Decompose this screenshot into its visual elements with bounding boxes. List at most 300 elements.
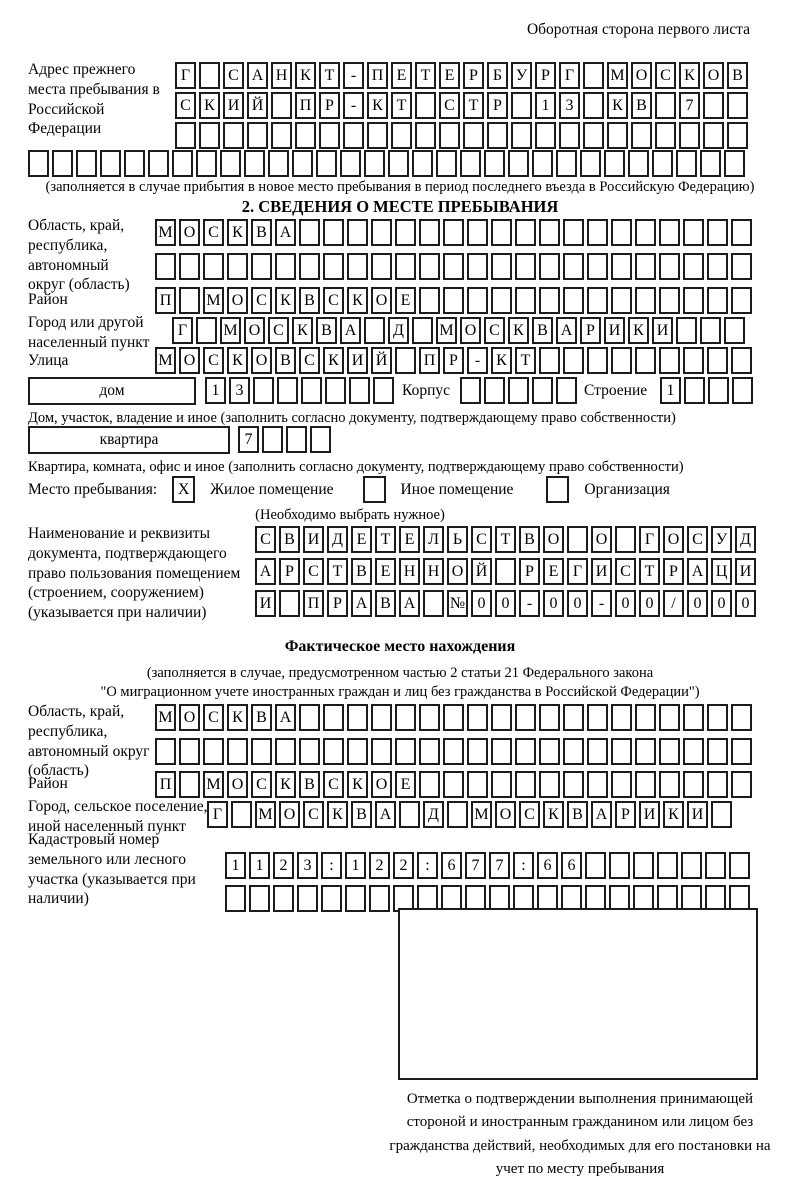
char-cell[interactable] bbox=[273, 885, 294, 912]
char-cell[interactable] bbox=[633, 852, 654, 879]
char-cell[interactable] bbox=[607, 122, 628, 149]
char-cell[interactable] bbox=[539, 219, 560, 246]
char-cell[interactable]: С bbox=[615, 558, 636, 585]
char-cell[interactable]: К bbox=[292, 317, 313, 344]
char-cell[interactable] bbox=[659, 738, 680, 765]
char-cell[interactable] bbox=[659, 219, 680, 246]
char-cell[interactable] bbox=[419, 253, 440, 280]
char-cell[interactable] bbox=[203, 738, 224, 765]
char-cell[interactable]: Р bbox=[279, 558, 300, 585]
char-cell[interactable] bbox=[292, 150, 313, 177]
char-cell[interactable] bbox=[251, 738, 272, 765]
char-cell[interactable] bbox=[419, 219, 440, 246]
char-cell[interactable] bbox=[567, 526, 588, 553]
char-cell[interactable]: И bbox=[223, 92, 244, 119]
char-cell[interactable]: О bbox=[631, 62, 652, 89]
char-cell[interactable]: К bbox=[327, 801, 348, 828]
char-cell[interactable]: М bbox=[155, 347, 176, 374]
char-cell[interactable] bbox=[707, 771, 728, 798]
char-cell[interactable]: 6 bbox=[537, 852, 558, 879]
char-cell[interactable]: О bbox=[227, 771, 248, 798]
char-cell[interactable] bbox=[179, 738, 200, 765]
char-cell[interactable] bbox=[415, 92, 436, 119]
char-cell[interactable] bbox=[395, 253, 416, 280]
char-cell[interactable]: 0 bbox=[471, 590, 492, 617]
char-cell[interactable] bbox=[28, 150, 49, 177]
char-cell[interactable] bbox=[681, 852, 702, 879]
char-cell[interactable] bbox=[262, 426, 283, 453]
char-cell[interactable] bbox=[412, 317, 433, 344]
char-cell[interactable] bbox=[587, 738, 608, 765]
char-cell[interactable] bbox=[587, 219, 608, 246]
char-cell[interactable]: К bbox=[628, 317, 649, 344]
char-cell[interactable]: 0 bbox=[567, 590, 588, 617]
char-cell[interactable]: В bbox=[567, 801, 588, 828]
char-cell[interactable] bbox=[563, 219, 584, 246]
char-cell[interactable]: Г bbox=[639, 526, 660, 553]
char-cell[interactable] bbox=[467, 287, 488, 314]
char-cell[interactable]: Т bbox=[463, 92, 484, 119]
char-cell[interactable]: Б bbox=[487, 62, 508, 89]
char-cell[interactable]: В bbox=[251, 219, 272, 246]
char-cell[interactable] bbox=[443, 771, 464, 798]
char-cell[interactable] bbox=[371, 738, 392, 765]
char-cell[interactable]: Р bbox=[319, 92, 340, 119]
char-cell[interactable]: И bbox=[255, 590, 276, 617]
char-cell[interactable] bbox=[155, 738, 176, 765]
char-cell[interactable] bbox=[347, 704, 368, 731]
char-cell[interactable] bbox=[657, 852, 678, 879]
char-cell[interactable]: 7 bbox=[465, 852, 486, 879]
char-cell[interactable]: - bbox=[519, 590, 540, 617]
char-cell[interactable] bbox=[52, 150, 73, 177]
char-cell[interactable] bbox=[277, 377, 298, 404]
char-cell[interactable] bbox=[515, 704, 536, 731]
char-cell[interactable]: О bbox=[251, 347, 272, 374]
char-cell[interactable] bbox=[631, 122, 652, 149]
char-cell[interactable] bbox=[515, 771, 536, 798]
char-cell[interactable] bbox=[196, 317, 217, 344]
char-cell[interactable] bbox=[286, 426, 307, 453]
char-cell[interactable] bbox=[467, 738, 488, 765]
char-cell[interactable] bbox=[535, 122, 556, 149]
char-cell[interactable] bbox=[659, 347, 680, 374]
char-cell[interactable]: / bbox=[663, 590, 684, 617]
char-cell[interactable]: А bbox=[591, 801, 612, 828]
char-cell[interactable] bbox=[580, 150, 601, 177]
char-cell[interactable] bbox=[508, 150, 529, 177]
char-cell[interactable]: И bbox=[639, 801, 660, 828]
char-cell[interactable] bbox=[491, 253, 512, 280]
char-cell[interactable] bbox=[532, 377, 553, 404]
char-cell[interactable]: Е bbox=[543, 558, 564, 585]
char-cell[interactable] bbox=[707, 704, 728, 731]
char-cell[interactable] bbox=[391, 122, 412, 149]
char-cell[interactable] bbox=[343, 122, 364, 149]
char-cell[interactable] bbox=[395, 738, 416, 765]
char-cell[interactable]: И bbox=[591, 558, 612, 585]
char-cell[interactable]: 0 bbox=[495, 590, 516, 617]
char-cell[interactable] bbox=[399, 801, 420, 828]
char-cell[interactable]: О bbox=[227, 287, 248, 314]
char-cell[interactable]: А bbox=[340, 317, 361, 344]
char-cell[interactable]: К bbox=[323, 347, 344, 374]
char-cell[interactable]: А bbox=[687, 558, 708, 585]
char-cell[interactable]: О bbox=[244, 317, 265, 344]
char-cell[interactable] bbox=[323, 738, 344, 765]
char-cell[interactable] bbox=[271, 92, 292, 119]
char-cell[interactable] bbox=[683, 253, 704, 280]
char-cell[interactable]: В bbox=[375, 590, 396, 617]
char-cell[interactable] bbox=[415, 122, 436, 149]
char-cell[interactable] bbox=[299, 704, 320, 731]
char-cell[interactable] bbox=[369, 885, 390, 912]
char-cell[interactable]: 0 bbox=[711, 590, 732, 617]
char-cell[interactable]: А bbox=[375, 801, 396, 828]
char-cell[interactable] bbox=[583, 122, 604, 149]
char-cell[interactable] bbox=[556, 150, 577, 177]
char-cell[interactable] bbox=[611, 771, 632, 798]
char-cell[interactable]: К bbox=[295, 62, 316, 89]
char-cell[interactable]: Д bbox=[423, 801, 444, 828]
char-cell[interactable]: К bbox=[347, 771, 368, 798]
char-cell[interactable] bbox=[707, 253, 728, 280]
char-cell[interactable] bbox=[611, 704, 632, 731]
char-cell[interactable]: У bbox=[711, 526, 732, 553]
char-cell[interactable] bbox=[563, 253, 584, 280]
char-cell[interactable]: 6 bbox=[561, 852, 582, 879]
char-cell[interactable]: В bbox=[727, 62, 748, 89]
char-cell[interactable]: 0 bbox=[735, 590, 756, 617]
char-cell[interactable]: В bbox=[316, 317, 337, 344]
char-cell[interactable] bbox=[731, 287, 752, 314]
char-cell[interactable] bbox=[299, 219, 320, 246]
char-cell[interactable]: А bbox=[556, 317, 577, 344]
char-cell[interactable]: М bbox=[436, 317, 457, 344]
char-cell[interactable]: Й bbox=[471, 558, 492, 585]
char-cell[interactable] bbox=[707, 347, 728, 374]
char-cell[interactable] bbox=[587, 253, 608, 280]
char-cell[interactable]: Т bbox=[319, 62, 340, 89]
char-cell[interactable]: П bbox=[155, 771, 176, 798]
char-cell[interactable]: М bbox=[220, 317, 241, 344]
char-cell[interactable]: С bbox=[323, 287, 344, 314]
char-cell[interactable] bbox=[279, 590, 300, 617]
char-cell[interactable]: О bbox=[371, 771, 392, 798]
char-cell[interactable] bbox=[604, 150, 625, 177]
char-cell[interactable] bbox=[310, 426, 331, 453]
char-cell[interactable] bbox=[323, 219, 344, 246]
char-cell[interactable]: К bbox=[227, 347, 248, 374]
char-cell[interactable]: О bbox=[179, 219, 200, 246]
char-cell[interactable]: К bbox=[508, 317, 529, 344]
char-cell[interactable] bbox=[683, 347, 704, 374]
char-cell[interactable] bbox=[231, 801, 252, 828]
char-cell[interactable] bbox=[724, 317, 745, 344]
char-cell[interactable]: М bbox=[471, 801, 492, 828]
char-cell[interactable] bbox=[731, 704, 752, 731]
char-cell[interactable]: Т bbox=[375, 526, 396, 553]
char-cell[interactable] bbox=[447, 801, 468, 828]
char-cell[interactable] bbox=[532, 150, 553, 177]
char-cell[interactable] bbox=[347, 253, 368, 280]
char-cell[interactable]: С bbox=[439, 92, 460, 119]
char-cell[interactable]: В bbox=[279, 526, 300, 553]
char-cell[interactable]: К bbox=[663, 801, 684, 828]
char-cell[interactable] bbox=[539, 738, 560, 765]
char-cell[interactable]: К bbox=[227, 219, 248, 246]
char-cell[interactable] bbox=[155, 253, 176, 280]
char-cell[interactable]: 1 bbox=[249, 852, 270, 879]
char-cell[interactable] bbox=[76, 150, 97, 177]
char-cell[interactable] bbox=[611, 347, 632, 374]
char-cell[interactable]: Д bbox=[735, 526, 756, 553]
char-cell[interactable]: О bbox=[495, 801, 516, 828]
char-cell[interactable] bbox=[683, 771, 704, 798]
char-cell[interactable]: Р bbox=[327, 590, 348, 617]
char-cell[interactable] bbox=[268, 150, 289, 177]
char-cell[interactable] bbox=[295, 122, 316, 149]
char-cell[interactable]: Р bbox=[463, 62, 484, 89]
char-cell[interactable]: : bbox=[513, 852, 534, 879]
char-cell[interactable]: С bbox=[203, 219, 224, 246]
char-cell[interactable] bbox=[683, 219, 704, 246]
char-cell[interactable]: Р bbox=[519, 558, 540, 585]
char-cell[interactable] bbox=[684, 377, 705, 404]
char-cell[interactable] bbox=[539, 771, 560, 798]
char-cell[interactable] bbox=[676, 150, 697, 177]
char-cell[interactable] bbox=[635, 771, 656, 798]
char-cell[interactable]: С bbox=[484, 317, 505, 344]
char-cell[interactable] bbox=[323, 253, 344, 280]
char-cell[interactable] bbox=[609, 852, 630, 879]
char-cell[interactable]: Д bbox=[327, 526, 348, 553]
char-cell[interactable]: С bbox=[323, 771, 344, 798]
char-cell[interactable] bbox=[539, 253, 560, 280]
char-cell[interactable] bbox=[635, 704, 656, 731]
char-cell[interactable]: С bbox=[303, 558, 324, 585]
char-cell[interactable] bbox=[419, 287, 440, 314]
char-cell[interactable]: С bbox=[299, 347, 320, 374]
char-cell[interactable]: С bbox=[687, 526, 708, 553]
char-cell[interactable]: С bbox=[471, 526, 492, 553]
char-cell[interactable] bbox=[199, 62, 220, 89]
char-cell[interactable] bbox=[587, 704, 608, 731]
char-cell[interactable] bbox=[395, 347, 416, 374]
char-cell[interactable]: Т bbox=[515, 347, 536, 374]
char-cell[interactable]: С bbox=[203, 704, 224, 731]
char-cell[interactable]: 0 bbox=[543, 590, 564, 617]
char-cell[interactable] bbox=[659, 771, 680, 798]
char-cell[interactable]: П bbox=[295, 92, 316, 119]
char-cell[interactable] bbox=[585, 852, 606, 879]
char-cell[interactable]: С bbox=[223, 62, 244, 89]
char-cell[interactable]: И bbox=[604, 317, 625, 344]
char-cell[interactable]: Е bbox=[399, 526, 420, 553]
char-cell[interactable]: О bbox=[663, 526, 684, 553]
char-cell[interactable] bbox=[731, 738, 752, 765]
char-cell[interactable]: К bbox=[227, 704, 248, 731]
char-cell[interactable]: Е bbox=[351, 526, 372, 553]
char-cell[interactable]: С bbox=[255, 526, 276, 553]
char-cell[interactable]: А bbox=[399, 590, 420, 617]
char-cell[interactable]: Н bbox=[271, 62, 292, 89]
char-cell[interactable]: Р bbox=[535, 62, 556, 89]
char-cell[interactable] bbox=[563, 771, 584, 798]
char-cell[interactable] bbox=[419, 704, 440, 731]
char-cell[interactable] bbox=[563, 738, 584, 765]
char-cell[interactable] bbox=[325, 377, 346, 404]
char-cell[interactable]: В bbox=[275, 347, 296, 374]
char-cell[interactable]: М bbox=[607, 62, 628, 89]
char-cell[interactable]: Г bbox=[567, 558, 588, 585]
char-cell[interactable] bbox=[100, 150, 121, 177]
char-cell[interactable]: Л bbox=[423, 526, 444, 553]
char-cell[interactable] bbox=[220, 150, 241, 177]
char-cell[interactable]: Р bbox=[580, 317, 601, 344]
char-cell[interactable]: Г bbox=[175, 62, 196, 89]
char-cell[interactable]: 0 bbox=[615, 590, 636, 617]
char-cell[interactable]: Т bbox=[495, 526, 516, 553]
char-cell[interactable] bbox=[703, 122, 724, 149]
char-cell[interactable]: 1 bbox=[205, 377, 226, 404]
char-cell[interactable] bbox=[316, 150, 337, 177]
char-cell[interactable] bbox=[124, 150, 145, 177]
checkbox-residential-premises[interactable]: X bbox=[172, 476, 195, 503]
char-cell[interactable] bbox=[683, 287, 704, 314]
char-cell[interactable]: К bbox=[491, 347, 512, 374]
char-cell[interactable]: К bbox=[347, 287, 368, 314]
char-cell[interactable]: И bbox=[735, 558, 756, 585]
char-cell[interactable]: К bbox=[199, 92, 220, 119]
char-cell[interactable] bbox=[683, 738, 704, 765]
char-cell[interactable] bbox=[491, 704, 512, 731]
char-cell[interactable] bbox=[297, 885, 318, 912]
char-cell[interactable]: С bbox=[519, 801, 540, 828]
char-cell[interactable] bbox=[419, 771, 440, 798]
char-cell[interactable]: С bbox=[251, 771, 272, 798]
char-cell[interactable]: 1 bbox=[535, 92, 556, 119]
char-cell[interactable]: И bbox=[303, 526, 324, 553]
char-cell[interactable] bbox=[724, 150, 745, 177]
char-cell[interactable] bbox=[635, 253, 656, 280]
char-cell[interactable] bbox=[223, 122, 244, 149]
char-cell[interactable] bbox=[611, 738, 632, 765]
char-cell[interactable] bbox=[443, 219, 464, 246]
char-cell[interactable] bbox=[443, 738, 464, 765]
char-cell[interactable] bbox=[347, 219, 368, 246]
char-cell[interactable]: В bbox=[299, 287, 320, 314]
char-cell[interactable] bbox=[563, 287, 584, 314]
char-cell[interactable]: 2 bbox=[273, 852, 294, 879]
char-cell[interactable] bbox=[460, 150, 481, 177]
char-cell[interactable] bbox=[611, 287, 632, 314]
char-cell[interactable] bbox=[484, 150, 505, 177]
char-cell[interactable]: В bbox=[519, 526, 540, 553]
char-cell[interactable] bbox=[443, 253, 464, 280]
char-cell[interactable]: Р bbox=[615, 801, 636, 828]
char-cell[interactable] bbox=[539, 287, 560, 314]
char-cell[interactable]: О bbox=[543, 526, 564, 553]
char-cell[interactable]: А bbox=[247, 62, 268, 89]
char-cell[interactable]: П bbox=[367, 62, 388, 89]
char-cell[interactable] bbox=[299, 253, 320, 280]
char-cell[interactable] bbox=[271, 122, 292, 149]
char-cell[interactable] bbox=[615, 526, 636, 553]
char-cell[interactable] bbox=[635, 287, 656, 314]
char-cell[interactable]: 3 bbox=[559, 92, 580, 119]
char-cell[interactable]: 1 bbox=[660, 377, 681, 404]
char-cell[interactable] bbox=[244, 150, 265, 177]
char-cell[interactable] bbox=[319, 122, 340, 149]
char-cell[interactable] bbox=[419, 738, 440, 765]
char-cell[interactable]: Г bbox=[559, 62, 580, 89]
char-cell[interactable]: В bbox=[251, 704, 272, 731]
char-cell[interactable]: Ц bbox=[711, 558, 732, 585]
char-cell[interactable]: О bbox=[591, 526, 612, 553]
char-cell[interactable] bbox=[587, 771, 608, 798]
char-cell[interactable]: 2 bbox=[393, 852, 414, 879]
char-cell[interactable]: К bbox=[275, 771, 296, 798]
char-cell[interactable] bbox=[412, 150, 433, 177]
char-cell[interactable] bbox=[467, 704, 488, 731]
char-cell[interactable] bbox=[732, 377, 753, 404]
char-cell[interactable] bbox=[179, 771, 200, 798]
char-cell[interactable] bbox=[199, 122, 220, 149]
char-cell[interactable] bbox=[364, 317, 385, 344]
char-cell[interactable] bbox=[460, 377, 481, 404]
char-cell[interactable]: К bbox=[367, 92, 388, 119]
char-cell[interactable]: 0 bbox=[687, 590, 708, 617]
char-cell[interactable] bbox=[727, 122, 748, 149]
char-cell[interactable]: М bbox=[203, 287, 224, 314]
char-cell[interactable]: М bbox=[255, 801, 276, 828]
char-cell[interactable] bbox=[659, 704, 680, 731]
char-cell[interactable]: К bbox=[607, 92, 628, 119]
char-cell[interactable]: П bbox=[155, 287, 176, 314]
char-cell[interactable] bbox=[443, 287, 464, 314]
checkbox-other-premises[interactable] bbox=[363, 476, 386, 503]
char-cell[interactable]: 7 bbox=[489, 852, 510, 879]
char-cell[interactable] bbox=[251, 253, 272, 280]
char-cell[interactable]: О bbox=[460, 317, 481, 344]
checkbox-organization[interactable] bbox=[546, 476, 569, 503]
char-cell[interactable] bbox=[321, 885, 342, 912]
char-cell[interactable]: П bbox=[303, 590, 324, 617]
char-cell[interactable] bbox=[436, 150, 457, 177]
char-cell[interactable]: О bbox=[447, 558, 468, 585]
char-cell[interactable] bbox=[556, 377, 577, 404]
char-cell[interactable]: И bbox=[652, 317, 673, 344]
char-cell[interactable] bbox=[583, 92, 604, 119]
char-cell[interactable] bbox=[628, 150, 649, 177]
char-cell[interactable]: М bbox=[155, 704, 176, 731]
char-cell[interactable]: В bbox=[299, 771, 320, 798]
char-cell[interactable]: 3 bbox=[297, 852, 318, 879]
char-cell[interactable] bbox=[371, 219, 392, 246]
char-cell[interactable]: И bbox=[347, 347, 368, 374]
char-cell[interactable]: А bbox=[351, 590, 372, 617]
char-cell[interactable]: Р bbox=[663, 558, 684, 585]
char-cell[interactable]: О bbox=[179, 704, 200, 731]
char-cell[interactable] bbox=[227, 738, 248, 765]
char-cell[interactable] bbox=[676, 317, 697, 344]
char-cell[interactable] bbox=[705, 852, 726, 879]
char-cell[interactable] bbox=[515, 287, 536, 314]
char-cell[interactable]: К bbox=[679, 62, 700, 89]
char-cell[interactable] bbox=[635, 219, 656, 246]
char-cell[interactable] bbox=[683, 704, 704, 731]
